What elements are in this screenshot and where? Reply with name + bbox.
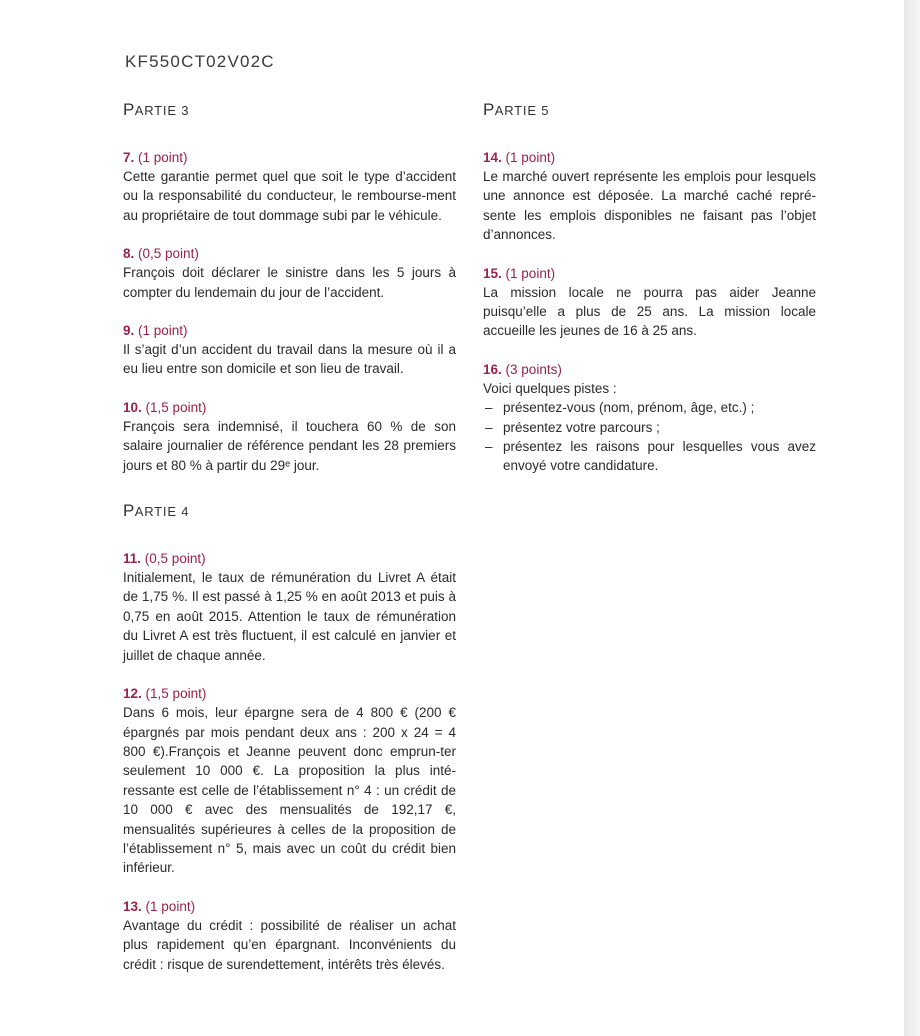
- question-number: 13.: [123, 898, 142, 914]
- question-number: 16.: [483, 361, 502, 377]
- question-8: [123, 245, 456, 302]
- section-title-text: PARTIE 3: [123, 100, 190, 119]
- question-number: 9.: [123, 323, 135, 339]
- section-title-text: PARTIE 5: [483, 100, 550, 119]
- question-12: [123, 685, 456, 878]
- question-15: [483, 265, 816, 341]
- question-answer: Dans 6 mois, leur épargne sera de 4 800 € (200 € épargnés par mois pendant deux ans : 200 x 24 = 4 800 €).François et Jeanne peuvent donc emprun-ter seulement 10 000 €. La proposition la plus inté-ressante est celle de l’établissement n° 4 : un crédit de 10 000 € avec des mensualités de 192,17 €, mensualités supérieures à celles de la proposition de l’établissement n° 5, mais avec un coût du crédit bien inférieur.: [123, 705, 456, 876]
- section-title-partie-3: [123, 100, 456, 120]
- question-answer: Il s’agit d’un accident du travail dans la mesure où il a eu lieu entre son domicile et son lieu de travail.: [123, 342, 456, 377]
- question-header: [483, 149, 816, 167]
- question-points: (0,5 point): [144, 551, 206, 567]
- page-edge-shadow: [904, 0, 920, 1036]
- list-item: – présentez les raisons pour lesquelles vous avez envoyé votre candidature.: [483, 437, 816, 476]
- question-number: 10.: [123, 399, 142, 415]
- question-number: 15.: [483, 265, 502, 281]
- question-header: [123, 149, 456, 167]
- question-header: [123, 898, 456, 916]
- hint-list: [483, 398, 816, 476]
- question-header: [483, 265, 816, 283]
- question-header: [123, 550, 456, 568]
- question-points: (1 point): [138, 323, 188, 339]
- question-points: (3 points): [505, 361, 562, 377]
- question-number: 12.: [123, 686, 142, 702]
- question-points: (1,5 point): [145, 399, 207, 415]
- question-intro: Voici quelques pistes :: [483, 380, 617, 396]
- question-header: [123, 322, 456, 340]
- question-number: 7.: [123, 150, 135, 165]
- question-answer: Initialement, le taux de rémunération du Livret A était de 1,75 %. Il est passé à 1,25 % en août 2013 et puis à 0,75 en août 2015. Attention le taux de rémunération du Livret A est très fluctuent, il est calculé en janvier et juillet de chaque année.: [123, 570, 456, 663]
- list-item: – présentez votre parcours ;: [483, 418, 816, 437]
- question-13: [123, 898, 456, 974]
- list-item: – présentez-vous (nom, prénom, âge, etc.) ;: [483, 398, 816, 417]
- question-points: (1 point): [138, 150, 188, 165]
- question-answer: François doit déclarer le sinistre dans les 5 jours à compter du lendemain du jour de l’accident.: [123, 265, 456, 300]
- question-answer: Cette garantie permet quel que soit le type d’accident ou la responsabilité du conducteur, le rembourse-ment au propriétaire de tout dommage subi par le véhicule.: [123, 169, 456, 223]
- question-points: (0,5 point): [138, 246, 199, 262]
- question-points: (1 point): [145, 898, 196, 914]
- section-title-text: PARTIE 4: [123, 501, 190, 521]
- question-answer: La mission locale ne pourra pas aider Jeanne puisqu’elle a plus de 25 ans. La mission locale accueille les jeunes de 16 à 25 ans.: [483, 284, 816, 339]
- document-code: KF550CT02V02C: [125, 52, 275, 71]
- left-column: [123, 100, 456, 994]
- section-title-partie-5: [483, 100, 816, 120]
- question-number: 8.: [123, 246, 135, 262]
- question-header: [123, 245, 456, 263]
- question-9: [123, 322, 456, 379]
- question-10: [123, 399, 456, 475]
- section-title-partie-4: [123, 501, 456, 521]
- question-points: (1 point): [505, 265, 556, 281]
- right-column: [483, 100, 816, 496]
- question-14: [483, 149, 816, 245]
- question-answer: Avantage du crédit : possibilité de réaliser un achat plus rapidement qu’en épargnant. Inconvénients du crédit : risque de surendettement, intérêts très élevés.: [123, 917, 456, 972]
- question-7: [123, 149, 456, 225]
- question-answer: François sera indemnisé, il touchera 60 % de son salaire journalier de référence pendant les 28 premiers jours et 80 % à partir du 29ᵉ jour.: [123, 418, 456, 473]
- question-number: 11.: [123, 551, 142, 567]
- question-header: [123, 685, 456, 703]
- question-header: [483, 361, 816, 379]
- question-16: [483, 361, 816, 476]
- question-points: (1,5 point): [145, 686, 207, 702]
- question-number: 14.: [483, 150, 502, 165]
- question-answer: Le marché ouvert représente les emplois pour lesquels une annonce est déposée. La marché caché repré-sente les emplois disponibles ne faisant pas l’objet d’annonces.: [483, 169, 816, 243]
- question-11: [123, 550, 456, 665]
- question-header: [123, 399, 456, 417]
- question-points: (1 point): [505, 150, 556, 165]
